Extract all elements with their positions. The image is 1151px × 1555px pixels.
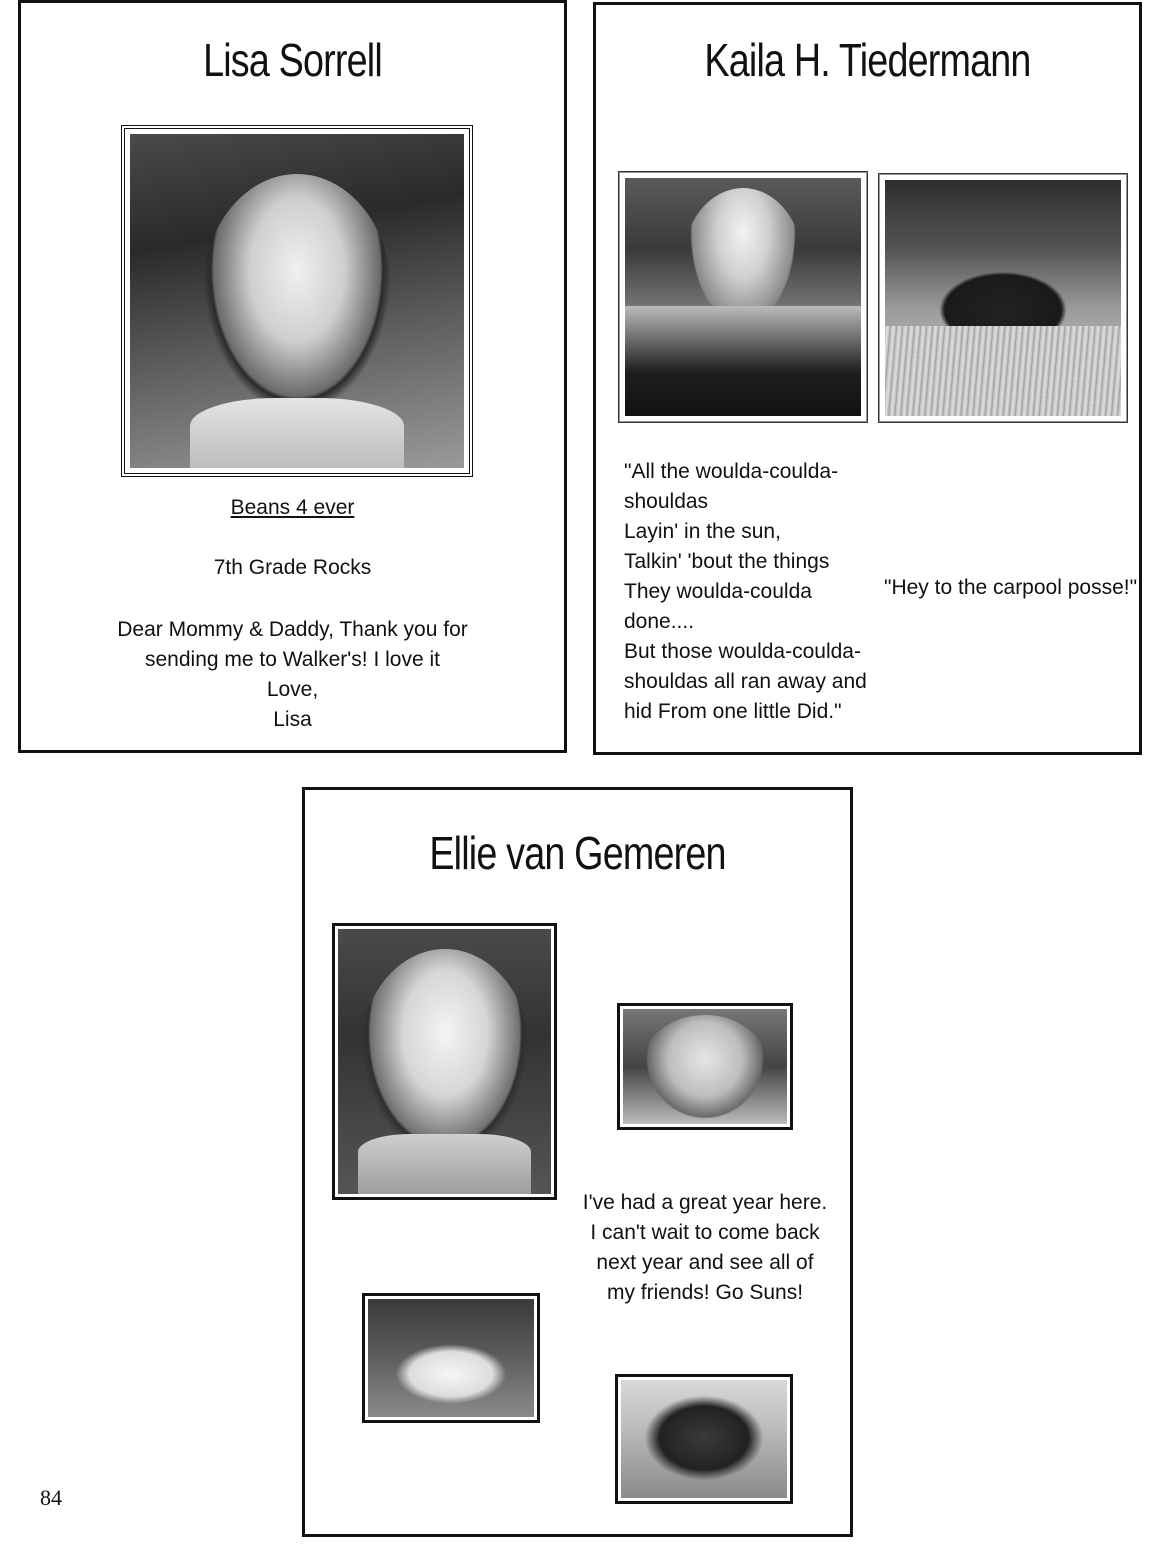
ellie-portrait-photo [332,923,557,1200]
ellie-message-line: I've had a great year here. [582,1191,828,1214]
ellie-van-gemeren-title: Ellie van Gemeren [429,827,726,879]
ellie-message-line: next year and see all of [596,1251,814,1274]
lisa-message-line: sending me to Walker's! I love it [144,648,440,671]
kaila-side-quote: "Hey to the carpool posse!" [884,576,1138,599]
kaila-quote-line: "All the woulda-coulda- [624,460,839,483]
kaila-tiedermann-title: Kaila H. Tiedermann [704,34,1031,86]
lisa-message [21,615,564,735]
ellie-message-line: I can't wait to come back [590,1221,820,1244]
lisa-grade-line: 7th Grade Rocks [213,556,372,579]
lisa-sorrell-panel [18,0,567,753]
ellie-message-line: my friends! Go Suns! [606,1281,804,1304]
lisa-message-line: Love, [266,678,319,701]
ellie-sign-photo [615,1374,793,1504]
kaila-quote-line: Talkin' 'bout the things [624,550,830,573]
kaila-tiedermann-panel [593,2,1142,755]
kaila-quote-line: Layin' in the sun, [624,520,781,543]
ellie-horse-photo [362,1293,540,1423]
kaila-quote-line: They woulda-coulda [624,580,812,603]
lisa-message-line: Dear Mommy & Daddy, Thank you for [117,618,468,641]
ellie-van-gemeren-panel [302,787,853,1537]
lisa-caption: Beans 4 ever [230,496,355,519]
ellie-message [555,1188,855,1308]
kaila-quote-line: shouldas [624,490,709,513]
kaila-quote-line: shouldas all ran away and [624,670,867,693]
ellie-group-photo [617,1003,793,1130]
kaila-quote [624,457,884,727]
kaila-dog-photo [618,171,868,423]
kaila-horse-photo [878,173,1128,423]
kaila-quote-line: But those woulda-coulda- [624,640,861,663]
kaila-quote-line: done.... [624,610,695,633]
kaila-quote-line: hid From one little Did." [624,700,842,723]
page-number: 84 [40,1485,62,1510]
lisa-sorrell-title: Lisa Sorrell [203,34,382,86]
lisa-portrait-photo [121,125,473,477]
lisa-message-line: Lisa [273,708,312,731]
